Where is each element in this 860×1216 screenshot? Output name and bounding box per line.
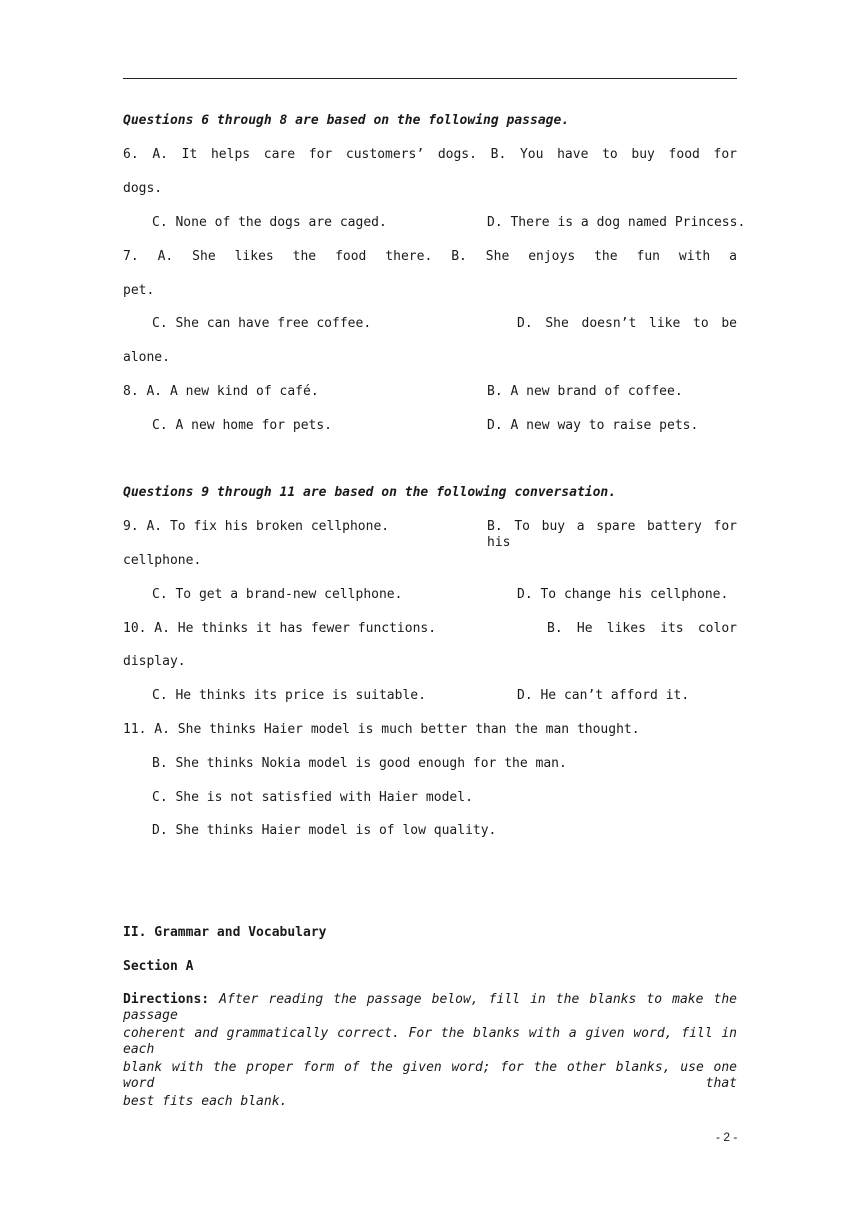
question-8-option-b: B. A new brand of coffee.	[487, 384, 683, 399]
directions-label: Directions:	[123, 992, 210, 1007]
directions-text-1: After reading the passage below, fill in the blanks to make the passage	[123, 992, 737, 1023]
directions-line-2: coherent and grammatically correct. For the blanks with a given word, fill in each	[123, 1026, 737, 1057]
question-9-option-c: C. To get a brand-new cellphone.	[152, 587, 403, 602]
question-10-option-a: 10. A. He thinks it has fewer functions.	[123, 621, 437, 636]
question-8-option-c: C. A new home for pets.	[152, 418, 333, 433]
header-rule	[123, 78, 737, 79]
question-11-option-c: C. She is not satisfied with Haier model.	[152, 790, 473, 805]
question-6-line-1: 6. A. It helps care for customers’ dogs. B. You have to buy food for	[123, 147, 737, 162]
question-7-line-2: pet.	[123, 283, 155, 298]
question-9-option-a: 9. A. To fix his broken cellphone.	[123, 519, 390, 534]
question-10-option-c: C. He thinks its price is suitable.	[152, 688, 426, 703]
question-11-option-a: 11. A. She thinks Haier model is much better than the man thought.	[123, 722, 640, 737]
question-9-option-d: D. To change his cellphone.	[517, 587, 729, 602]
question-6-option-c: C. None of the dogs are caged.	[152, 215, 387, 230]
question-7-option-c: C. She can have free coffee.	[152, 316, 372, 331]
directions-line-1	[123, 992, 737, 1024]
question-8-option-a: 8. A. A new kind of café.	[123, 384, 319, 399]
part-ii-title: II. Grammar and Vocabulary	[123, 925, 327, 940]
question-8-option-d: D. A new way to raise pets.	[487, 418, 699, 433]
directions-line-3: blank with the proper form of the given word; for the other blanks, use one word that	[123, 1060, 737, 1091]
questions-9-11-heading: Questions 9 through 11 are based on the following conversation.	[123, 485, 617, 500]
page-number: - 2 -	[716, 1130, 738, 1144]
question-7-option-d: D. She doesn’t like to be	[517, 316, 737, 331]
question-6-line-2: dogs.	[123, 181, 163, 196]
question-11-option-b: B. She thinks Nokia model is good enough for the man.	[152, 756, 567, 771]
question-7-line-4: alone.	[123, 350, 170, 365]
question-9-option-b: B. To buy a spare battery for his	[487, 519, 737, 550]
question-10-line-2: display.	[123, 654, 186, 669]
directions-line-4: best fits each blank.	[123, 1094, 288, 1109]
question-6-option-d: D. There is a dog named Princess.	[487, 215, 746, 230]
question-7-line-1: 7. A. She likes the food there. B. She enjoys the fun with a	[123, 249, 737, 264]
questions-6-8-heading: Questions 6 through 8 are based on the following passage.	[123, 113, 570, 128]
question-9-line-2: cellphone.	[123, 553, 202, 568]
question-11-option-d: D. She thinks Haier model is of low quality.	[152, 823, 497, 838]
question-10-option-d: D. He can’t afford it.	[517, 688, 690, 703]
question-10-option-b: B. He likes its color	[547, 621, 737, 636]
section-a-title: Section A	[123, 959, 194, 974]
